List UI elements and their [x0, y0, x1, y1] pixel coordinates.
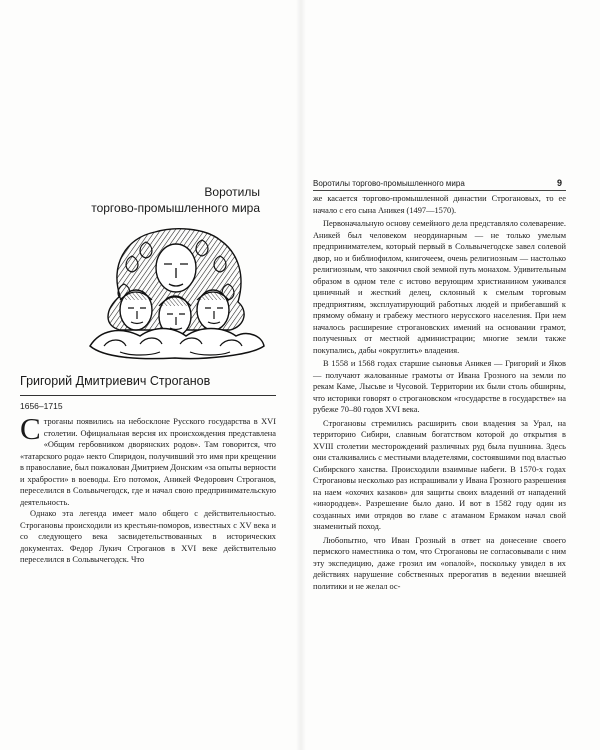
- chapter-title: [60, 184, 260, 216]
- name-divider: [20, 395, 276, 396]
- right-body-text: [313, 193, 566, 594]
- page-fold-shadow: [296, 0, 306, 750]
- person-name: Григорий Дмитриевич Строганов: [20, 374, 211, 388]
- stroganov-portraits-engraving-icon: [80, 226, 270, 364]
- paragraph-text: троганы появились на небосклоне Русского государства в XVI столетии. Официальная версия их происхождения представлена «Общим гербовником дворянских родов». Там говорится, что «татарского рода» некто Спиридон, получивший это имя при крещении в православие, был пожалован Дмитрием Донским «за опыты верности и храбрости» в воеводы. Его потомок, Аникей Федорович Строганов, переселился в Сольвычегодск, где и начал свою предпринимательскую деятельность.: [20, 417, 276, 507]
- paragraph: В 1558 и 1568 годах старшие сыновья Аникея — Григорий и Яков — получают жалованные грамоты от Ивана Грозного на земли по рекам Каме, Лысьве и Чусовой. Территории их были столь обширны, что историки говорят о строгановском «государстве в государстве» на рубеже 70–80 годов XVI века.: [313, 359, 566, 414]
- paragraph: же касается торгово-промышленной династии Строгановых, то ее начало с его сына Аникея (1497—1570).: [313, 194, 566, 215]
- drop-cap: С: [20, 411, 41, 446]
- paragraph: Однако эта легенда имеет мало общего с действительностью. Строгановы происходили из крестьян-поморов, известных с XV века и со следующего века засвидетельствованных в исторических документах. Федор Лукич Строганов в XVI веке действительно переселился в Сольвычегодск. Что: [20, 509, 276, 564]
- page-number: 9: [557, 178, 563, 188]
- chapter-title-line-1: Воротилы: [204, 185, 260, 199]
- paragraph: Любопытно, что Иван Грозный в ответ на донесение своего пермского наместника о том, что Строгановы не согласовывали с ним эту экспедицию, даже грозил им «опалой», поскольку увидел в их действиях нарушение собственных прерогатив в ведении внешней политики и не желал ос-: [313, 535, 566, 591]
- paragraph: [20, 411, 276, 508]
- paragraph: Первоначальную основу семейного дела представляло солеварение. Аникей был человеком неординарным — не только умелым предпринимателем, который первый в Сольвычегодске завел солевой двор, но и библиофилом, книгочеем, очень религиозным — настолько религиозным, что закончил свой земной путь монахом. Удивительным образом в одном теле с истово верующим христианином уживался циничный и жесткий делец, склонный к смелым торговым предприятиям, эксплуатирующий работных людей и прибегавший к прямому обману и грабежу местного нерусского населения. При нем началось расширение строгановских имений на основании грамот, полученных от местной администрации; многие земли также покупались, дабы «округлить» владения.: [313, 219, 566, 355]
- chapter-title-line-2: торгово-промышленного мира: [91, 201, 260, 215]
- life-years: 1656–1715: [20, 401, 63, 411]
- running-head-divider: [313, 190, 566, 191]
- running-head: Воротилы торгово-промышленного мира: [313, 179, 465, 188]
- left-body-text: [20, 411, 276, 566]
- paragraph: Строгановы стремились расширить свои владения за Урал, на территорию Сибири, славным богатством которой до открытия в XVIII столетии месторождений различных руд была пушнина. Здесь они сталкивались с местными владетелями, состоявшими под властью Сибирского ханства. Происходили взаимные набеги. В 1570-х годах Строгановы несколько раз испрашивали у Ивана Грозного разрешения на наем «охочих казаков» для защиты своих владений от нападений «инородцев». Разрешение было дано. И вот в 1582 году один из созданных ими отрядов во главе с атаманом Ермаком начал свой знаменитый поход.: [313, 418, 566, 531]
